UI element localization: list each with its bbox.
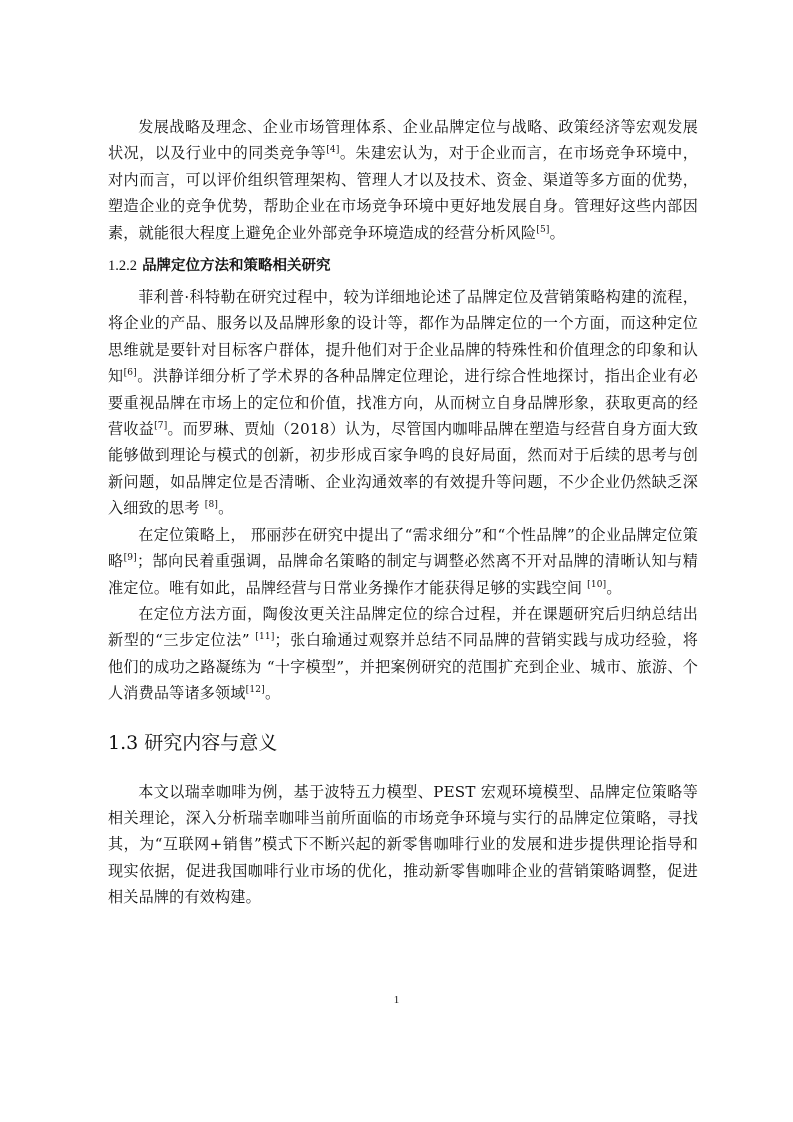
paragraph-4	[108, 601, 698, 707]
citation-12: [12]	[245, 685, 265, 696]
section-title: 品牌定位方法和策略相关研究	[142, 258, 331, 275]
paragraph-3	[108, 522, 698, 601]
paragraph-1-text-2: 。朱建宏认为，对于企业而言，在市场竞争环境中，对内而言，可以评价组织管理架构、管理人才以及技术、资金、渠道等多方面的优势，塑造企业的竞争优势，帮助企业在市场竞争环境中更好地发展自身。管理好这些内部因素，就能很大程度上避免企业外部竞争环境造成的经营分析风险	[108, 144, 698, 242]
citation-6: [6]	[123, 368, 137, 379]
paragraph-2-text-a: 菲利普·科特勒在研究过程中，较为详细地论述了品牌定位及营销策略构建的流程，将企业的产品、服务以及品牌形象的设计等，都作为品牌定位的一个方面，而这种定位思维就是要针对目标客户群体，提升他们对于企业品牌的特殊性和价值理念的印象和认知	[108, 288, 698, 386]
document-body	[108, 114, 698, 911]
citation-8: [8]	[204, 500, 219, 511]
paragraph-4-end: 。	[264, 684, 281, 703]
paragraph-5: 本文以瑞幸咖啡为例，基于波特五力模型、PEST 宏观环境模型、品牌定位策略等相关理论，深入分析瑞幸咖啡当前所面临的市场竞争环境与实行的品牌定位策略，寻找其，为“互联网+销售”模式下不断兴起的新零售咖啡行业的发展和进步提供理论指导和现实依据，促进我国咖啡行业市场的优化，推动新零售咖啡企业的营销策略调整，促进相关品牌的有效构建。	[108, 782, 698, 907]
citation-10: [10]	[587, 579, 607, 590]
page-number: 1	[393, 994, 400, 1006]
paragraph-3-text-a: 在定位策略上， 邢丽莎在研究中提出了“需求细分”和“个性品牌”的企业品牌定位策略	[108, 525, 698, 571]
paragraph-2-text-b: 。洪静详细分析了学术界的各种品牌定位理论，进行综合性地探讨，指出企业有必要重视品牌在市场上的定位和价值，找准方向，从而树立自身品牌形象，获取更高的经营收益	[108, 367, 699, 439]
citation-7: [7]	[154, 421, 168, 432]
section-number: 1.3	[108, 731, 139, 754]
paragraph-1-text: 发展战略及理念、企业市场管理体系、企业品牌定位与战略、政策经济等宏观发展状况，以及行业中的同类竞争等	[108, 118, 698, 163]
paragraph-4-text-a: 在定位方法方面，陶俊汝更关注品牌定位的综合过程，并在课题研究后归纳总结出新型的“三步定位法”	[108, 604, 698, 650]
paragraph-2	[108, 284, 698, 522]
paragraph-3-end: 。	[606, 578, 622, 597]
citation-5: [5]	[536, 224, 550, 235]
paragraph-1-end: 。	[549, 223, 565, 242]
citation-4: [4]	[326, 145, 340, 156]
section-heading-1-2-2	[108, 254, 698, 278]
paragraph-4-text-b: ；张白瑜通过观察并总结不同品牌的营销实践与成功经验，将他们的成功之路凝练为 “十字模型”，并把案例研究的范围扩充到企业、城市、旅游、个人消费品等诸多领域	[108, 631, 699, 703]
section-heading-1-3	[108, 729, 698, 757]
paragraph-2-end: 。	[218, 499, 234, 518]
paragraph-2-text-c: 。而罗琳、贾灿（2018）认为，尽管国内咖啡品牌在塑造与经营自身方面大致能够做到理论与模式的创新，初步形成百家争鸣的良好局面，然而对于后续的思考与创新问题，如品牌定位是否清晰、企业沟通效率的有效提升等问题，不少企业仍然缺乏深入细致的思考	[108, 420, 698, 518]
paragraph-1	[108, 114, 698, 246]
section-title: 研究内容与意义	[144, 731, 278, 754]
paragraph-3-text-b: ；郜向民着重强调，品牌命名策略的制定与调整必然离不开对品牌的清晰认知与精准定位。唯有如此，品牌经营与日常业务操作才能获得足够的实践空间	[108, 552, 698, 597]
citation-9: [9]	[123, 553, 137, 564]
section-number: 1.2.2	[108, 258, 137, 275]
citation-11: [11]	[255, 632, 275, 643]
